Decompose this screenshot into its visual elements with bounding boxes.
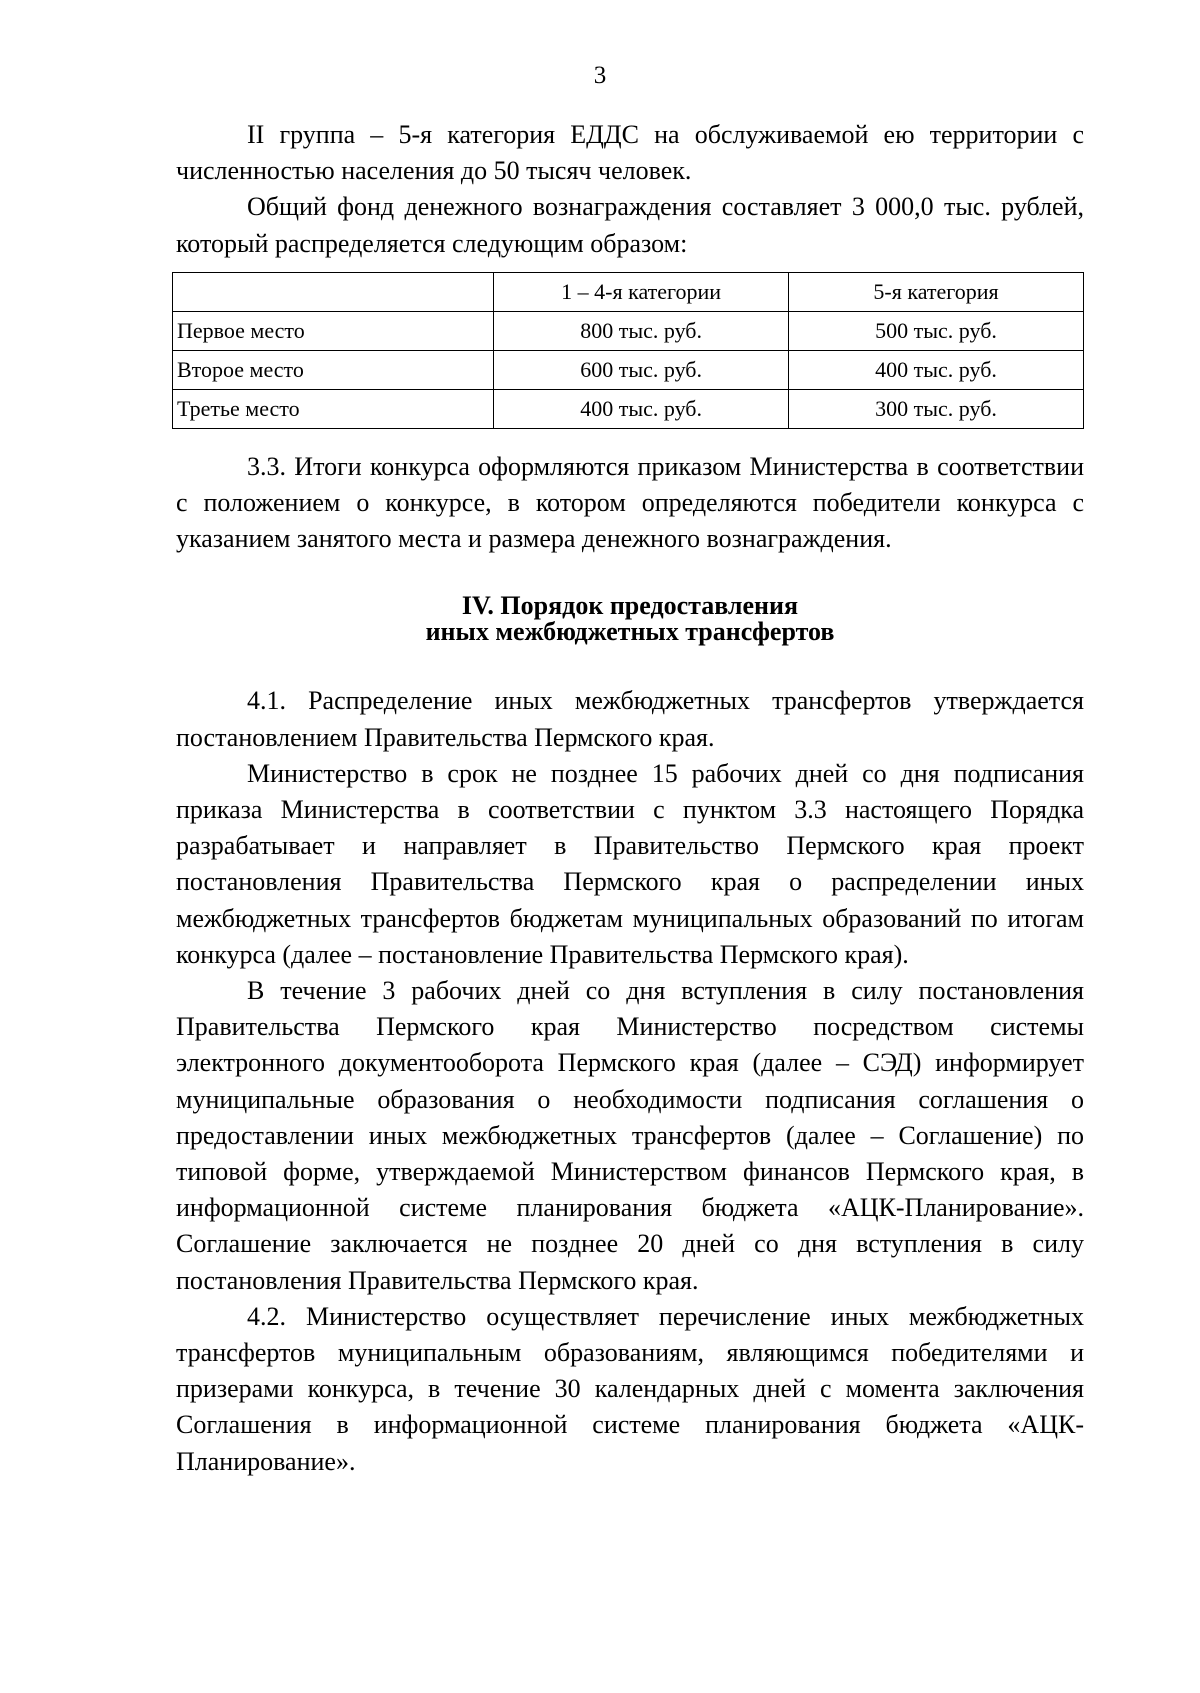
paragraph-4-2: 4.2. Министерство осуществляет перечисление иных межбюджетных трансфертов муниципальным образованиям, являющимся победителями и призерами конкурса, в течение 30 календарных дней с момента заключения Соглашения в информационной системе планирования бюджета «АЦК-Планирование». xyxy=(176,1301,1084,1476)
paragraph-agreement: В течение 3 рабочих дней со дня вступления в силу постановления Правительства Пермского края Министерство посредством системы электронного документооборота Пермского края (далее – СЭД) информирует муниципальные образования о необходимости подписания соглашения о предоставлении иных межбюджетных трансфертов (далее – Соглашение) по типовой форме, утверждаемой Министерством финансов Пермского края, в информационной системе планирования бюджета «АЦК-Планирование». Соглашение заключается не позднее 20 дней со дня вступления в силу постановления Правительства Пермского края. xyxy=(176,976,1084,1295)
paragraph-3-3: 3.3. Итоги конкурса оформляются приказом Министерства в соответствии с положением о конкурсе, в котором определяются победители конкурса с указанием занятого места и размера денежного вознаграждения. xyxy=(176,451,1084,554)
table-header-cell: 1 – 4-я категории xyxy=(494,272,789,311)
table-header-cell xyxy=(173,272,494,311)
paragraph-4-1: 4.1. Распределение иных межбюджетных трансфертов утверждается постановлением Правительства Пермского края. xyxy=(176,686,1084,752)
table-row xyxy=(173,350,1084,389)
awards-table xyxy=(172,272,1084,429)
section-title-line-1: IV. Порядок предоставления xyxy=(461,591,799,621)
table-row xyxy=(173,389,1084,428)
table-cell: 800 тыс. руб. xyxy=(494,311,789,350)
table-row xyxy=(173,311,1084,350)
document-body xyxy=(176,117,1084,1480)
table-cell: Первое место xyxy=(173,311,494,350)
section-title xyxy=(176,593,1084,645)
section-title-line-2: иных межбюджетных трансфертов xyxy=(425,617,835,647)
page-number: 3 xyxy=(593,62,607,89)
table-cell: Третье место xyxy=(173,389,494,428)
paragraph-award-fund: Общий фонд денежного вознаграждения составляет 3 000,0 тыс. рублей, который распределяется следующим образом: xyxy=(176,192,1084,258)
paragraph-group-ii: II группа – 5-я категория ЕДДС на обслуживаемой ею территории с численностью населения до 50 тысяч человек. xyxy=(176,120,1084,186)
table-cell: 300 тыс. руб. xyxy=(789,389,1084,428)
table-cell: 400 тыс. руб. xyxy=(789,350,1084,389)
table-cell: Второе место xyxy=(173,350,494,389)
table-header-cell: 5-я категория xyxy=(789,272,1084,311)
table-header-row xyxy=(173,272,1084,311)
table-cell: 400 тыс. руб. xyxy=(494,389,789,428)
paragraph-ministry-deadline: Министерство в срок не позднее 15 рабочих дней со дня подписания приказа Министерства в соответствии с пунктом 3.3 настоящего Порядка разрабатывает и направляет в Правительство Пермского края проект постановления Правительства Пермского края о распределении иных межбюджетных трансфертов бюджетам муниципальных образований по итогам конкурса (далее – постановление Правительства Пермского края). xyxy=(176,758,1084,969)
table-cell: 600 тыс. руб. xyxy=(494,350,789,389)
table-cell: 500 тыс. руб. xyxy=(789,311,1084,350)
